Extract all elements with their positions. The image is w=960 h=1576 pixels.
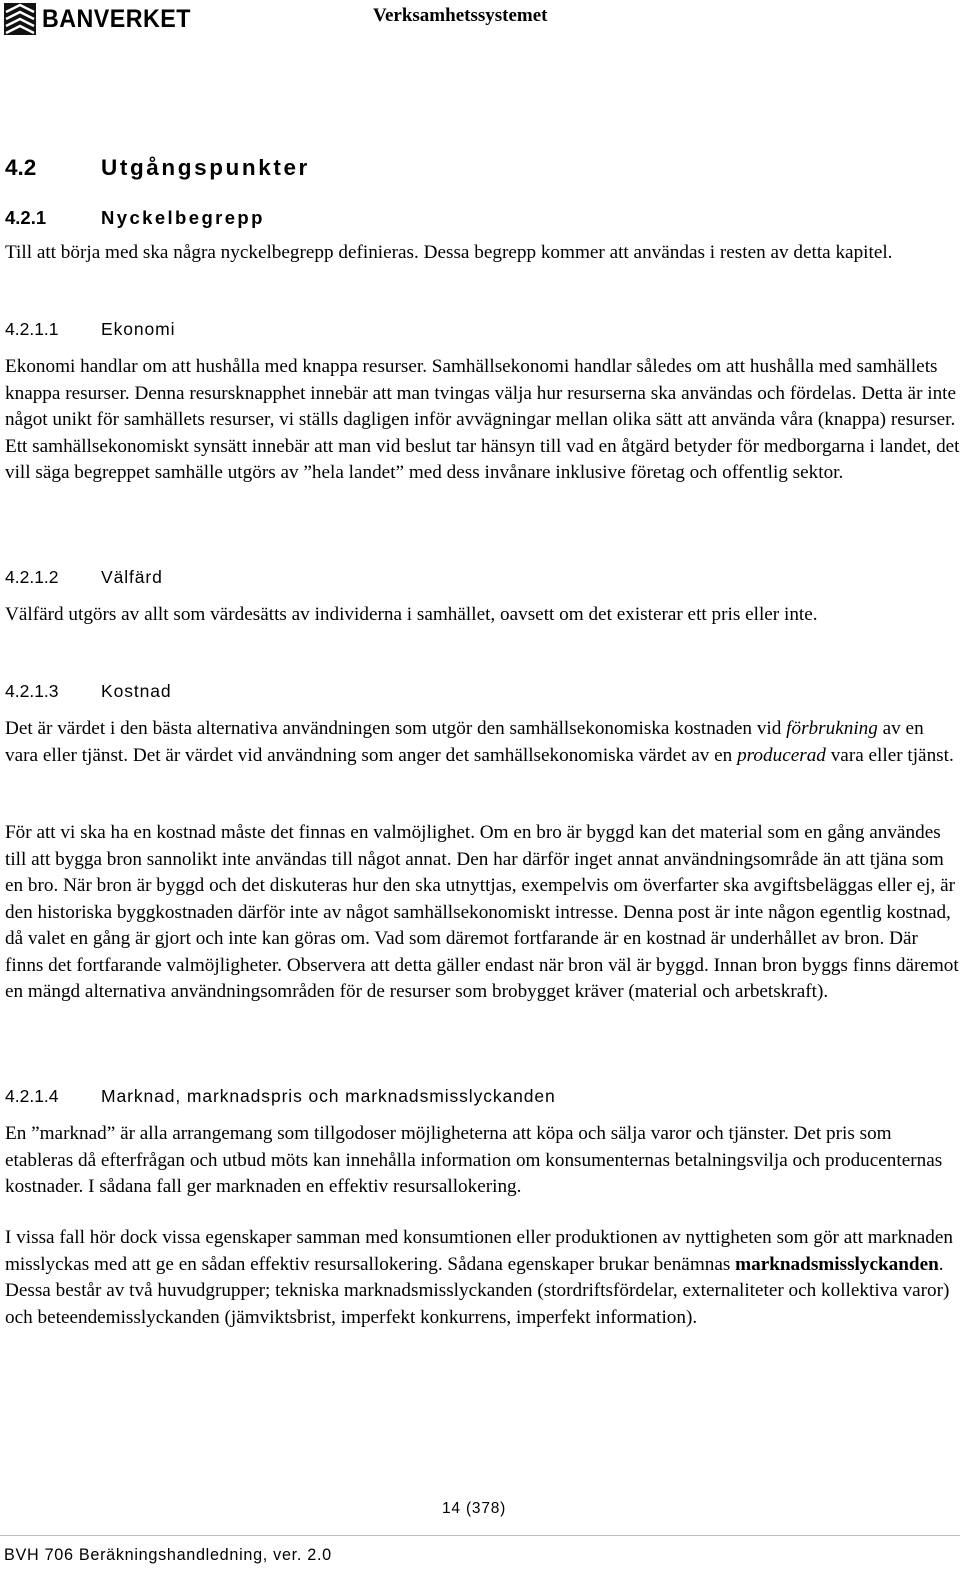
kostnad-paragraph-1 (5, 716, 960, 769)
heading-title: Välfärd (101, 567, 163, 587)
emphasis-forbrukning: förbrukning (786, 718, 878, 739)
intro-text: Till att börja med ska några nyckelbegrepp definieras. Dessa begrepp kommer att användas i resten av detta kapitel. (5, 242, 893, 263)
heading-title: Kostnad (101, 681, 172, 701)
valfard-paragraph (5, 602, 960, 629)
heading-number: 4.2.1.2 (5, 567, 59, 587)
bold-term: marknadsmisslyckanden (735, 1253, 939, 1275)
emphasis-producerad: producerad (737, 744, 826, 766)
kostnad-paragraph-2 (5, 820, 960, 1006)
ekonomi-text: Ekonomi handlar om att hushålla med knappa resurser. Samhällsekonomi handlar således om att hushålla med samhällets knappa resurser. Denna resursknapphet innebär att man tvingas välja hur resurserna ska användas och fördelas. Detta är inte något unikt för samhällets resurser, vi ställs dagligen inför avvägningar mellan olika sätt att använda våra (knappa) resurser. Ett samhällsekonomiskt synsätt innebär att man vid beslut tar hänsyn till vad en åtgärd betyder för medborgarna i landet, det vill säga begreppet samhälle utgörs av ”hela landet” med dess invånare inklusive företag och offentlig sektor. (5, 356, 960, 483)
heading-marknad (5, 1086, 556, 1107)
text-run: I vissa fall hör dock vissa egenskaper samman med konsumtionen eller produktionen av nyttigheten som gör att marknaden misslyckas med att ge en sådan effektiv resursallokering. Sådana egenskaper brukar benämnas (5, 1227, 953, 1275)
footer-divider (0, 1535, 960, 1536)
heading-kostnad (5, 681, 172, 702)
valfard-text: Välfärd utgörs av allt som värdesätts av individerna i samhället, oavsett om det existerar ett pris eller inte. (5, 604, 818, 625)
subsection-heading (5, 207, 265, 229)
marknad-paragraph-1 (5, 1121, 960, 1201)
text-run: Det är värdet i den bästa alternativa användningen som utgör den samhällsekonomiska kostnaden vid (5, 718, 787, 739)
section-heading (5, 155, 310, 181)
page-header (0, 0, 960, 40)
section-number: 4.2 (5, 155, 37, 180)
banverket-emblem-icon (4, 3, 36, 35)
heading-number: 4.2.1.3 (5, 681, 59, 701)
heading-title: Marknad, marknadspris och marknadsmisslyckanden (101, 1086, 556, 1106)
marknad-text-2 (5, 1225, 960, 1331)
intro-paragraph (5, 240, 960, 267)
marknad-paragraph-2 (5, 1225, 960, 1331)
subsection-number: 4.2.1 (5, 207, 47, 228)
heading-title: Ekonomi (101, 319, 176, 339)
ekonomi-paragraph (5, 354, 960, 487)
heading-valfard (5, 567, 163, 588)
subsection-title: Nyckelbegrepp (101, 207, 265, 228)
section-title: Utgångspunkter (101, 155, 310, 180)
heading-number: 4.2.1.4 (5, 1086, 59, 1106)
document-footer: BVH 706 Beräkningshandledning, ver. 2.0 (4, 1546, 332, 1564)
header-title: Verksamhetssystemet (373, 5, 548, 26)
text-run: . Dessa består av två huvudgrupper; tekniska marknadsmisslyckanden (stordriftsfördelar, externaliteter och kollektiva varor) och beteendemisslyckanden (jämviktsbrist, imperfekt konkurrens, imperfekt information). (5, 1253, 950, 1328)
marknad-text-1: En ”marknad” är alla arrangemang som tillgodoser möjligheterna att köpa och sälja varor och tjänster. Det pris som etableras då efterfrågan och utbud möts kan innehålla information om konsumenternas betalningsvilja och producenternas kostnader. I sådana fall ger marknaden en effektiv resursallokering. (5, 1123, 943, 1197)
banverket-logo (4, 3, 202, 35)
kostnad-text-1 (5, 716, 960, 769)
heading-number: 4.2.1.1 (5, 319, 59, 339)
page-number: 14 (378) (442, 1500, 507, 1517)
text-run: av en vara eller tjänst. Det är värdet vid användning som anger det samhällsekonomiska värdet av en (5, 718, 924, 766)
text-run: vara eller tjänst. (825, 744, 954, 766)
kostnad-text-2: För att vi ska ha en kostnad måste det finnas en valmöjlighet. Om en bro är byggd kan det material som en gång användes till att bygga bron sannolikt inte användas till något annat. Den har därför inget annat användningsområde än att tjäna som en bro. När bron är byggd och det diskuteras hur den ska utnyttjas, exempelvis om överfarter ska avgiftsbeläggas eller ej, är den historiska byggkostnaden därför inte av något samhällsekonomiskt intresse. Denna post är inte någon egentlig kostnad, då valet en gång är gjort och inte kan göras om. Vad som däremot fortfarande är en kostnad är underhållet av bron. Där finns det fortfarande valmöjligheter. Observera att detta gäller endast när bron väl är byggd. Innan bron byggs finns däremot en mängd alternativa användningsområden för de resurser som brobygget kräver (material och arbetskraft). (5, 822, 959, 1002)
logo-text: BANVERKET (42, 4, 191, 33)
heading-ekonomi (5, 319, 175, 340)
